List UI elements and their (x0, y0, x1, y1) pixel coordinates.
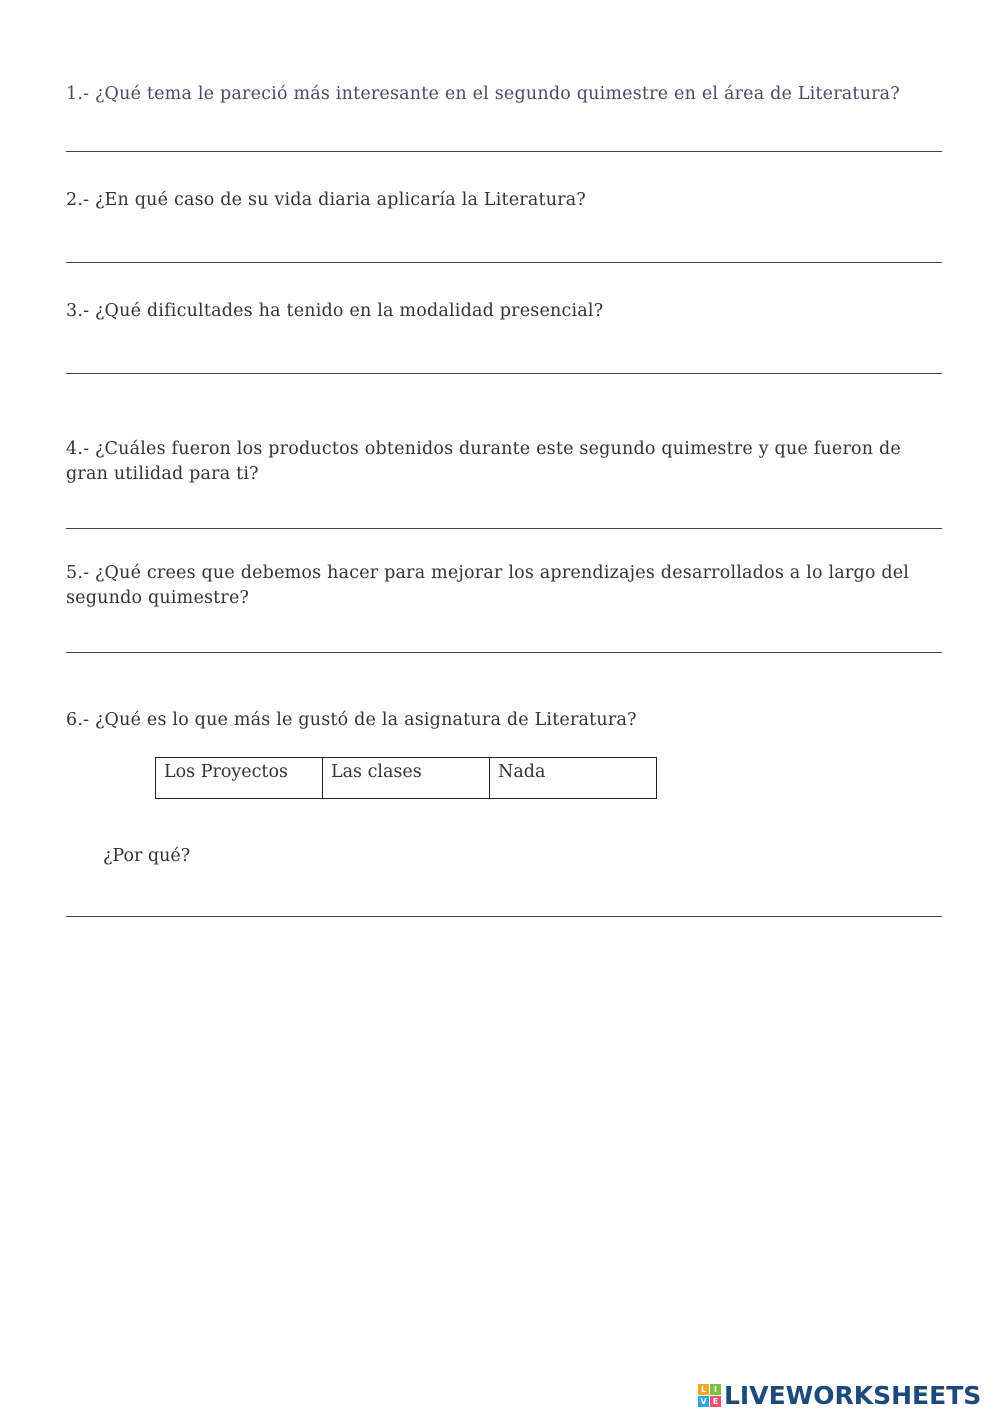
answer-line-4[interactable] (66, 528, 942, 529)
logo-icon-letter: L (698, 1384, 709, 1395)
answer-line-2[interactable] (66, 262, 942, 263)
logo-icon-letter: I (710, 1384, 721, 1395)
answer-line-6[interactable] (66, 916, 942, 917)
options-table (155, 757, 657, 799)
option-las-clases[interactable]: Las clases (323, 758, 490, 799)
por-que-label: ¿Por qué? (103, 846, 191, 866)
question-6: 6.- ¿Qué es lo que más le gustó de la asignatura de Literatura? (66, 710, 637, 730)
option-nada[interactable]: Nada (490, 758, 657, 799)
question-2: 2.- ¿En qué caso de su vida diaria aplicaría la Literatura? (66, 190, 586, 210)
liveworksheets-logo (698, 1380, 981, 1410)
question-3: 3.- ¿Qué dificultades ha tenido en la modalidad presencial? (66, 301, 604, 321)
logo-icon-letter: V (698, 1396, 709, 1407)
logo-text: LIVEWORKSHEETS (724, 1380, 982, 1410)
logo-icon-letter: E (710, 1396, 721, 1407)
option-los-proyectos[interactable]: Los Proyectos (156, 758, 323, 799)
question-4: 4.- ¿Cuáles fueron los productos obtenidos durante este segundo quimestre y que fueron de gran utilidad para ti? (66, 439, 901, 484)
logo-icon (698, 1384, 721, 1407)
question-1: 1.- ¿Qué tema le pareció más interesante en el segundo quimestre en el área de Literatura? (66, 84, 900, 104)
answer-line-3[interactable] (66, 373, 942, 374)
question-5: 5.- ¿Qué crees que debemos hacer para mejorar los aprendizajes desarrollados a lo largo del segundo quimestre? (66, 563, 910, 608)
answer-line-5[interactable] (66, 652, 942, 653)
answer-line-1[interactable] (66, 151, 942, 152)
